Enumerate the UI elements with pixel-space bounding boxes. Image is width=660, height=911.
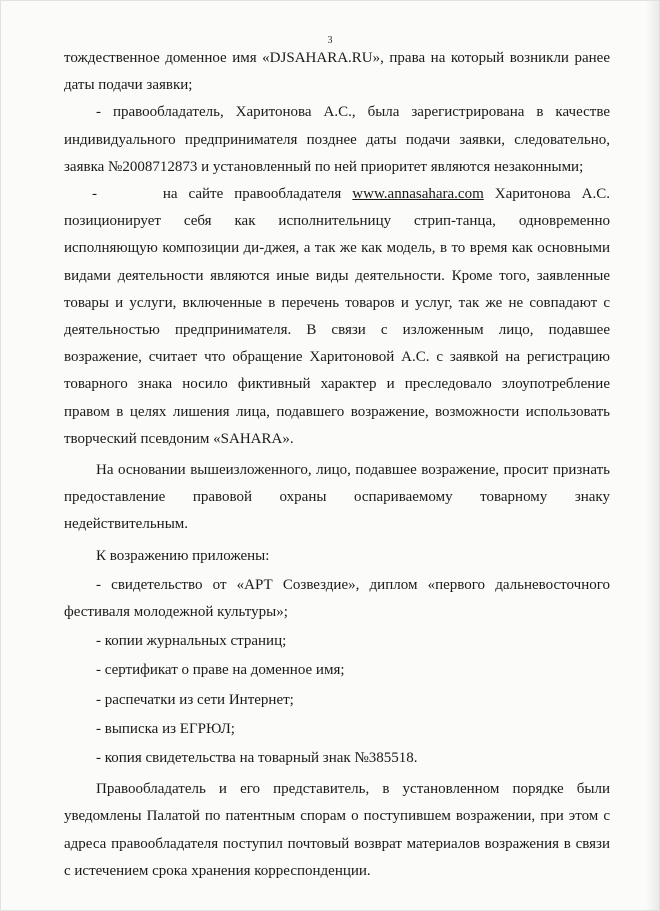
paragraph-domain-name: тождественное доменное имя «DJSAHARA.RU», права на который возникли ранее даты подачи заявки; <box>64 50 610 94</box>
paragraph-notification: Правообладатель и его представитель, в установленном порядке были уведомлены Палатой по патентным спорам о поступившем возражении, при этом с адреса правообладателя поступил почтовый возврат материалов возражения в связи с истечением срока хранения корреспонденции. <box>64 781 610 879</box>
paragraph-registration-date: - правообладатель, Харитонова А.С., была зарегистрирована в качестве индивидуального предпринимателя позднее даты подачи заявки, следовательно, заявка №2008712873 и установленный по ней приоритет являются незаконными; <box>64 104 610 175</box>
page-edge-shadow <box>646 0 660 911</box>
paragraph-website <box>64 181 610 453</box>
attachment-item: - сертификат о праве на доменное имя; <box>96 662 345 679</box>
paragraph-attachments-heading: К возражению приложены: <box>96 547 270 564</box>
website-rest-text: Харитонова А.С. позиционирует себя как исполнительницу стрип-танца, одновременно исполняющую композиции ди-джея, а так же как модель, в то время как основными видами деятельности являются иные виды деятельности. Кроме того, заявленные товары и услуги, включенные в перечень товаров и услуг, так же не совпадают с деятельностью предпринимателя. В связи с изложенным лицо, подавшее возражение, считает что обращение Харитоновой А.С. с заявкой на регистрацию товарного знака носило фиктивный характер и преследовало злоупотребление правом в целях лишения лица, подавшего возражение, возможности использовать творческий псевдоним «SAHARA». <box>64 186 610 447</box>
website-link[interactable]: www.annasahara.com <box>352 186 484 203</box>
attachment-item: - распечатки из сети Интернет; <box>96 691 294 708</box>
attachment-item: - свидетельство от «АРТ Созвездие», диплом «первого дальневосточного фестиваля молодежной культуры»; <box>64 576 610 621</box>
page-number: 3 <box>327 35 333 46</box>
website-lead-text: - на сайте правообладателя <box>92 186 353 203</box>
attachment-item: - выписка из ЕГРЮЛ; <box>96 720 235 737</box>
attachment-item: - копии журнальных страниц; <box>96 633 287 650</box>
attachment-item: - копия свидетельства на товарный знак №385518. <box>96 750 418 767</box>
document-body <box>64 45 610 885</box>
paragraph-conclusion: На основании вышеизложенного, лицо, подавшее возражение, просит признать предоставление правовой охраны оспариваемому товарному знаку недействительным. <box>64 462 610 533</box>
